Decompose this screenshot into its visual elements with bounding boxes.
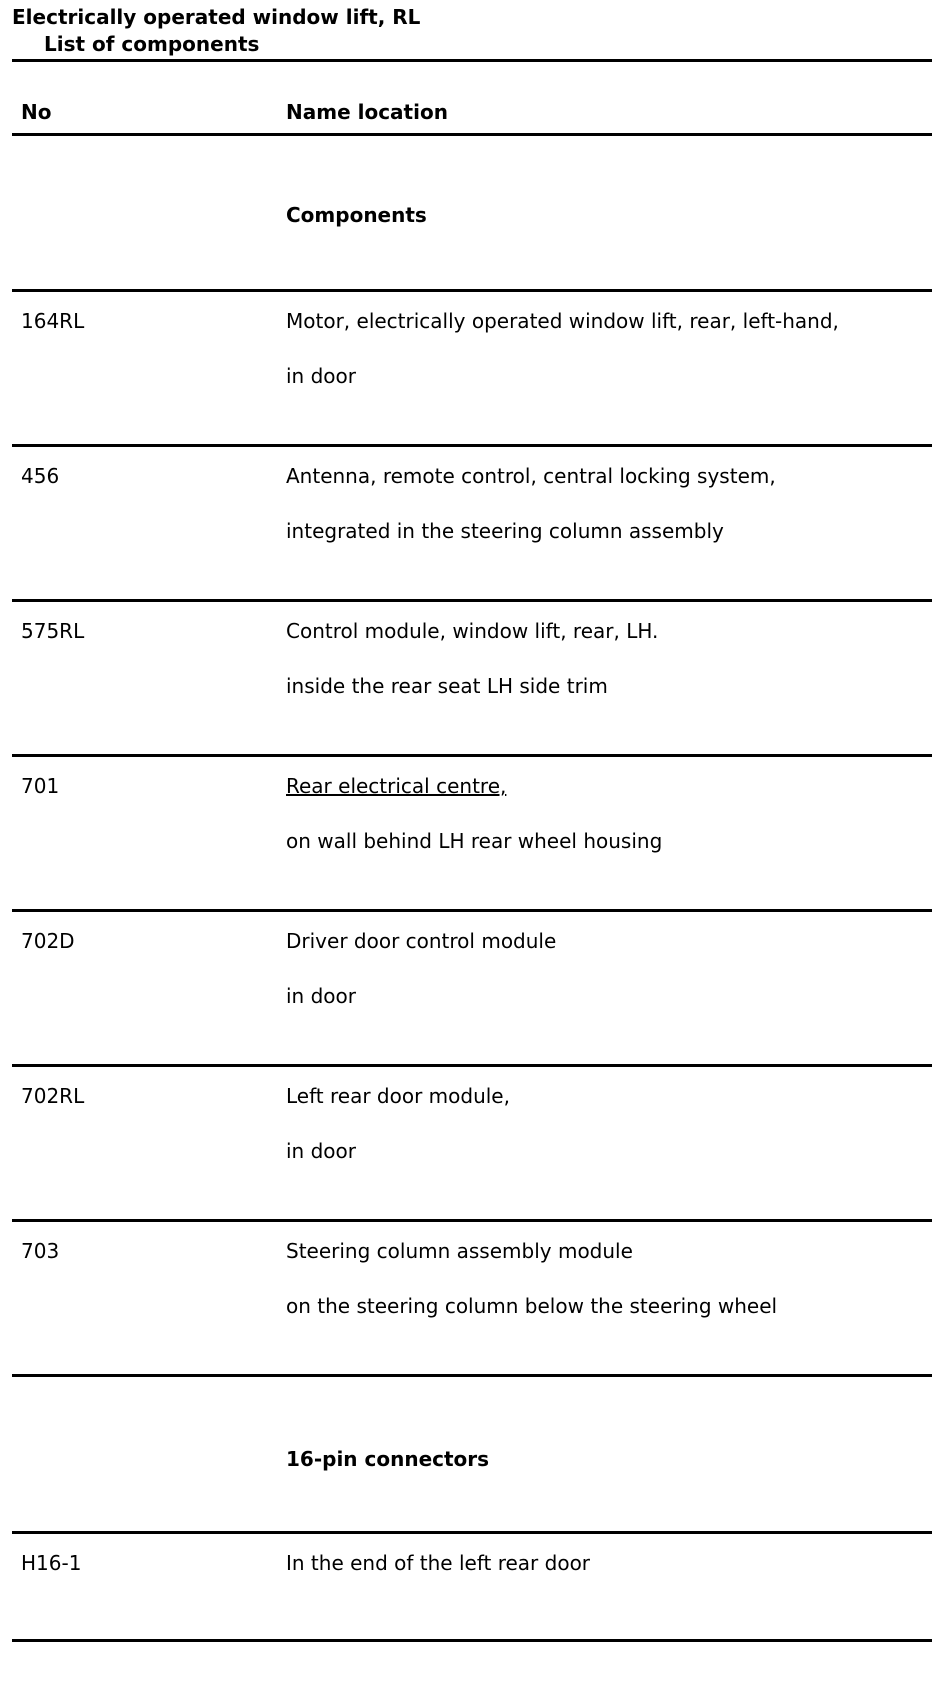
component-number: 575RL — [21, 619, 85, 643]
component-name: Motor, electrically operated window lift, rear, left-hand, — [286, 309, 839, 333]
table-row — [12, 1067, 932, 1222]
component-name: Driver door control module — [286, 929, 557, 953]
table-row — [12, 1534, 932, 1689]
document-subtitle: List of components — [44, 32, 260, 56]
table-row — [12, 447, 932, 602]
component-number: 164RL — [21, 309, 85, 333]
top-rule — [12, 59, 932, 62]
component-location: in door — [286, 1139, 356, 1163]
header-rule — [12, 133, 932, 136]
component-name: Left rear door module, — [286, 1084, 510, 1108]
component-name: Antenna, remote control, central locking system, — [286, 464, 776, 488]
component-location: on the steering column below the steering wheel — [286, 1294, 778, 1318]
component-name: Control module, window lift, rear, LH. — [286, 619, 659, 643]
component-location: in door — [286, 984, 356, 1008]
component-number: 701 — [21, 774, 60, 798]
table-row — [12, 602, 932, 757]
section-title-16-pin-connectors: 16-pin connectors — [286, 1447, 490, 1471]
component-location: inside the rear seat LH side trim — [286, 674, 608, 698]
component-location: in door — [286, 364, 356, 388]
section-end-rule — [12, 1374, 932, 1377]
table-row — [12, 292, 932, 447]
bottom-rule — [12, 1639, 932, 1642]
connector-location: In the end of the left rear door — [286, 1551, 591, 1575]
rear-electrical-centre-link[interactable]: Rear electrical centre, — [286, 774, 507, 798]
component-name: Steering column assembly module — [286, 1239, 633, 1263]
component-location: integrated in the steering column assembly — [286, 519, 724, 543]
header-no: No — [21, 100, 52, 124]
component-location: on wall behind LH rear wheel housing — [286, 829, 663, 853]
document-title: Electrically operated window lift, RL — [12, 5, 421, 29]
section-title-components: Components — [286, 203, 427, 227]
table-row — [12, 757, 932, 912]
component-number: 702RL — [21, 1084, 85, 1108]
component-number: 456 — [21, 464, 60, 488]
table-row — [12, 912, 932, 1067]
table-row — [12, 1222, 932, 1377]
component-number: 702D — [21, 929, 75, 953]
connector-number: H16-1 — [21, 1551, 82, 1575]
header-name-location: Name location — [286, 100, 448, 124]
component-number: 703 — [21, 1239, 60, 1263]
